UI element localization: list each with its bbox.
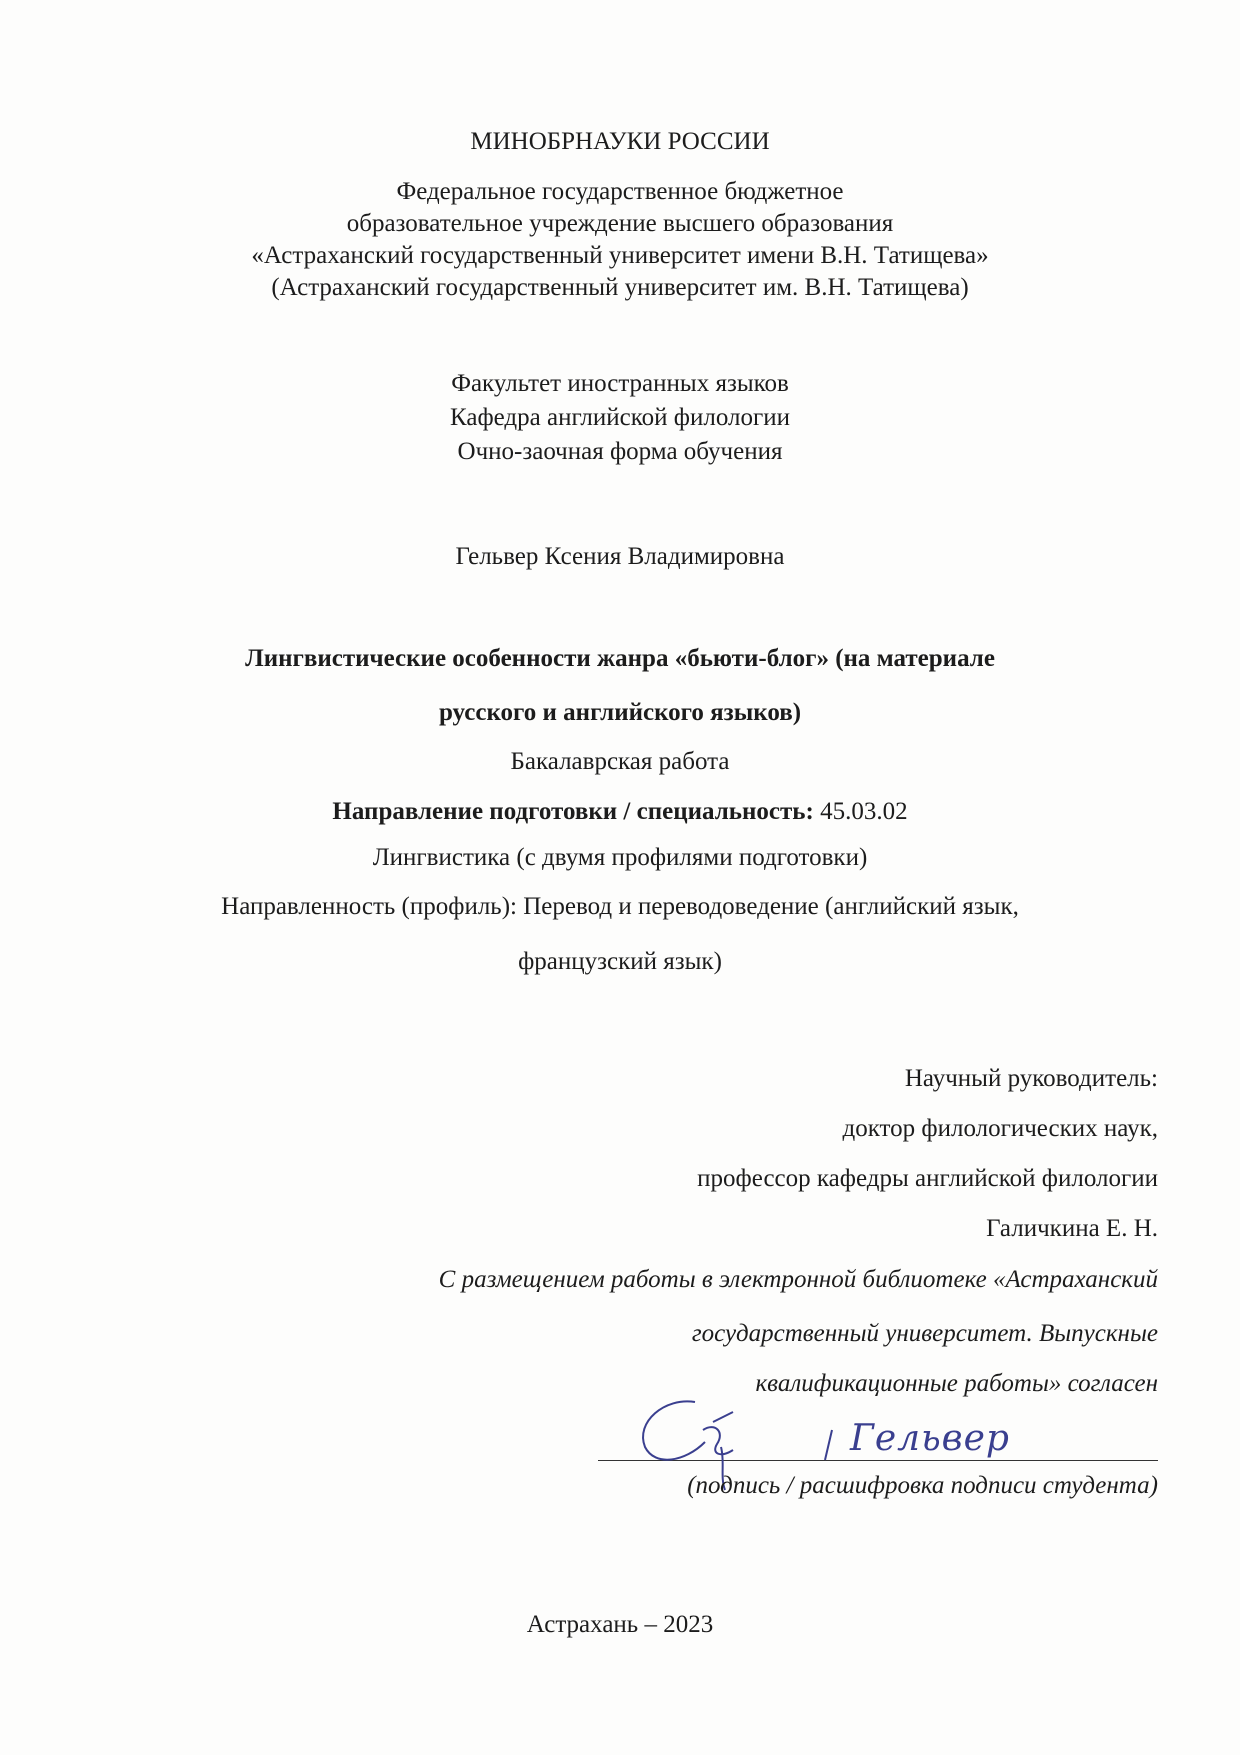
supervisor-degree: доктор филологических наук, bbox=[842, 1115, 1158, 1142]
consent-line-2: государственный университет. Выпускные bbox=[691, 1320, 1158, 1347]
institution-line-2: образовательное учреждение высшего образования bbox=[346, 210, 894, 237]
faculty-name: Факультет иностранных языков bbox=[451, 370, 789, 397]
slash-mark bbox=[822, 1428, 836, 1464]
institution-line-4: (Астраханский государственный университет им. В.Н. Татищева) bbox=[271, 274, 969, 301]
work-type: Бакалаврская работа bbox=[510, 748, 730, 775]
profile-line-1: Направленность (профиль): Перевод и переводоведение (английский язык, bbox=[221, 893, 1019, 920]
institution-line-1: Федеральное государственное бюджетное bbox=[396, 178, 844, 205]
study-form: Очно-заочная форма обучения bbox=[457, 438, 783, 465]
direction-line bbox=[0, 796, 1240, 828]
supervisor-label: Научный руководитель: bbox=[904, 1065, 1158, 1092]
direction-label: Направление подготовки / специальность: bbox=[332, 798, 814, 825]
thesis-title-line-1: Лингвистические особенности жанра «бьюти-блог» (на материале bbox=[245, 645, 995, 672]
ministry-name: МИНОБРНАУКИ РОССИИ bbox=[470, 128, 770, 155]
author-name: Гельвер Ксения Владимировна bbox=[455, 543, 785, 570]
signature-caption: (подпись / расшифровка подписи студента) bbox=[687, 1472, 1158, 1499]
handwritten-name: Гельвер bbox=[850, 1418, 1010, 1459]
supervisor-name: Галичкина Е. Н. bbox=[986, 1215, 1158, 1242]
direction-name: Лингвистика (с двумя профилями подготовки) bbox=[372, 844, 868, 871]
thesis-title-line-2: русского и английского языков) bbox=[438, 699, 802, 726]
city-year: Астрахань – 2023 bbox=[526, 1611, 714, 1638]
supervisor-position: профессор кафедры английской филологии bbox=[697, 1165, 1158, 1192]
profile-line-2: французский язык) bbox=[518, 948, 722, 975]
chair-name: Кафедра английской филологии bbox=[450, 404, 790, 431]
institution-line-3: «Астраханский государственный университет имени В.Н. Татищева» bbox=[251, 242, 989, 269]
consent-line-3: квалификационные работы» согласен bbox=[755, 1370, 1158, 1397]
direction-code: 45.03.02 bbox=[813, 798, 908, 825]
consent-line-1: С размещением работы в электронной библиотеке «Астраханский bbox=[438, 1266, 1158, 1293]
